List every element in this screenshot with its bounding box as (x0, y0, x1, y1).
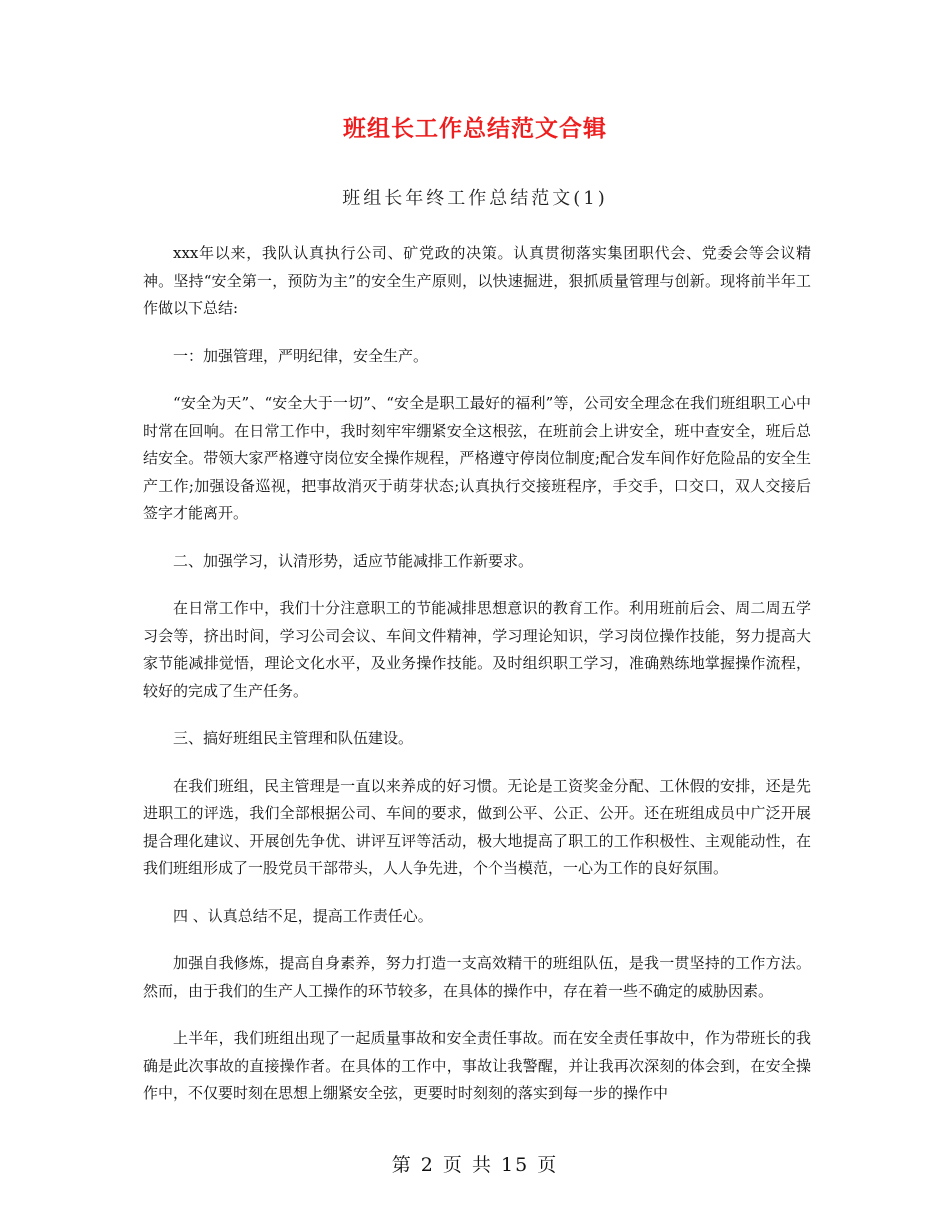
section-heading-4: 四 、认真总结不足，提高工作责任心。 (173, 906, 433, 925)
paragraph-incident: 上半年，我们班组出现了一起质量事故和安全责任事故。而在安全责任事故中，作为带班长的我确是此次事故的直接操作者。在具体的工作中，事故让我警醒，并让我再次深刻的体会到，在安全操作中，不仅要时刻在思想上绷紧安全弦，更要时时刻刻的落实到每一步的操作中 (143, 1029, 811, 1102)
document-title: 班组长工作总结范文合辑 (343, 116, 607, 142)
document-subtitle: 班组长年终工作总结范文(1) (342, 188, 608, 209)
document-body (143, 240, 811, 1128)
paragraph-intro: xxx年以来，我队认真执行公司、矿党政的决策。认真贯彻落实集团职代会、党委会等会议精神。坚持“安全第一，预防为主”的安全生产原则，以快速掘进，狠抓质量管理与创新。现将前半年工作做以下总结: (143, 244, 811, 317)
section-heading-2: 二、加强学习，认清形势，适应节能减排工作新要求。 (173, 551, 534, 570)
paragraph-self-improvement: 加强自我修炼，提高自身素养，努力打造一支高效精干的班组队伍，是我一贯坚持的工作方法。然而，由于我们的生产人工操作的环节较多，在具体的操作中，存在着一些不确定的威胁因素。 (143, 954, 811, 1000)
paragraph-democracy: 在我们班组，民主管理是一直以来养成的好习惯。无论是工资奖金分配、工休假的安排，还是先进职工的评选，我们全部根据公司、车间的要求，做到公平、公正、公开。还在班组成员中广泛开展提合理化建议、开展创先争优、讲评互评等活动，极大地提高了职工的工作积极性、主观能动性，在我们班组形成了一股党员干部带头，人人争先进，个个当模范，一心为工作的良好氛围。 (143, 776, 811, 877)
paragraph-safety: “安全为天”、“安全大于一切”、“安全是职工最好的福利”等，公司安全理念在我们班组职工心中时常在回响。在日常工作中，我时刻牢牢绷紧安全这根弦，在班前会上讲安全，班中查安全，班后总结安全。带领大家严格遵守岗位安全操作规程，严格遵守停岗位制度;配合发车间作好危险品的安全生产工作;加强设备巡视，把事故消灭于萌芽状态;认真执行交接班程序，手交手，口交口，双人交接后签字才能离开。 (143, 394, 811, 522)
page-number-footer: 第 2 页 共 15 页 (391, 1154, 559, 1176)
paragraph-learning: 在日常工作中，我们十分注意职工的节能减排思想意识的教育工作。利用班前后会、周二周五学习会等，挤出时间，学习公司会议、车间文件精神，学习理论知识，学习岗位操作技能，努力提高大家节能减排觉悟，理论文化水平，及业务操作技能。及时组织职工学习，准确熟练地掌握操作流程，较好的完成了生产任务。 (143, 599, 811, 700)
section-heading-1: 一：加强管理，严明纪律，安全生产。 (173, 346, 429, 365)
section-heading-3: 三、搞好班组民主管理和队伍建设。 (173, 729, 414, 747)
